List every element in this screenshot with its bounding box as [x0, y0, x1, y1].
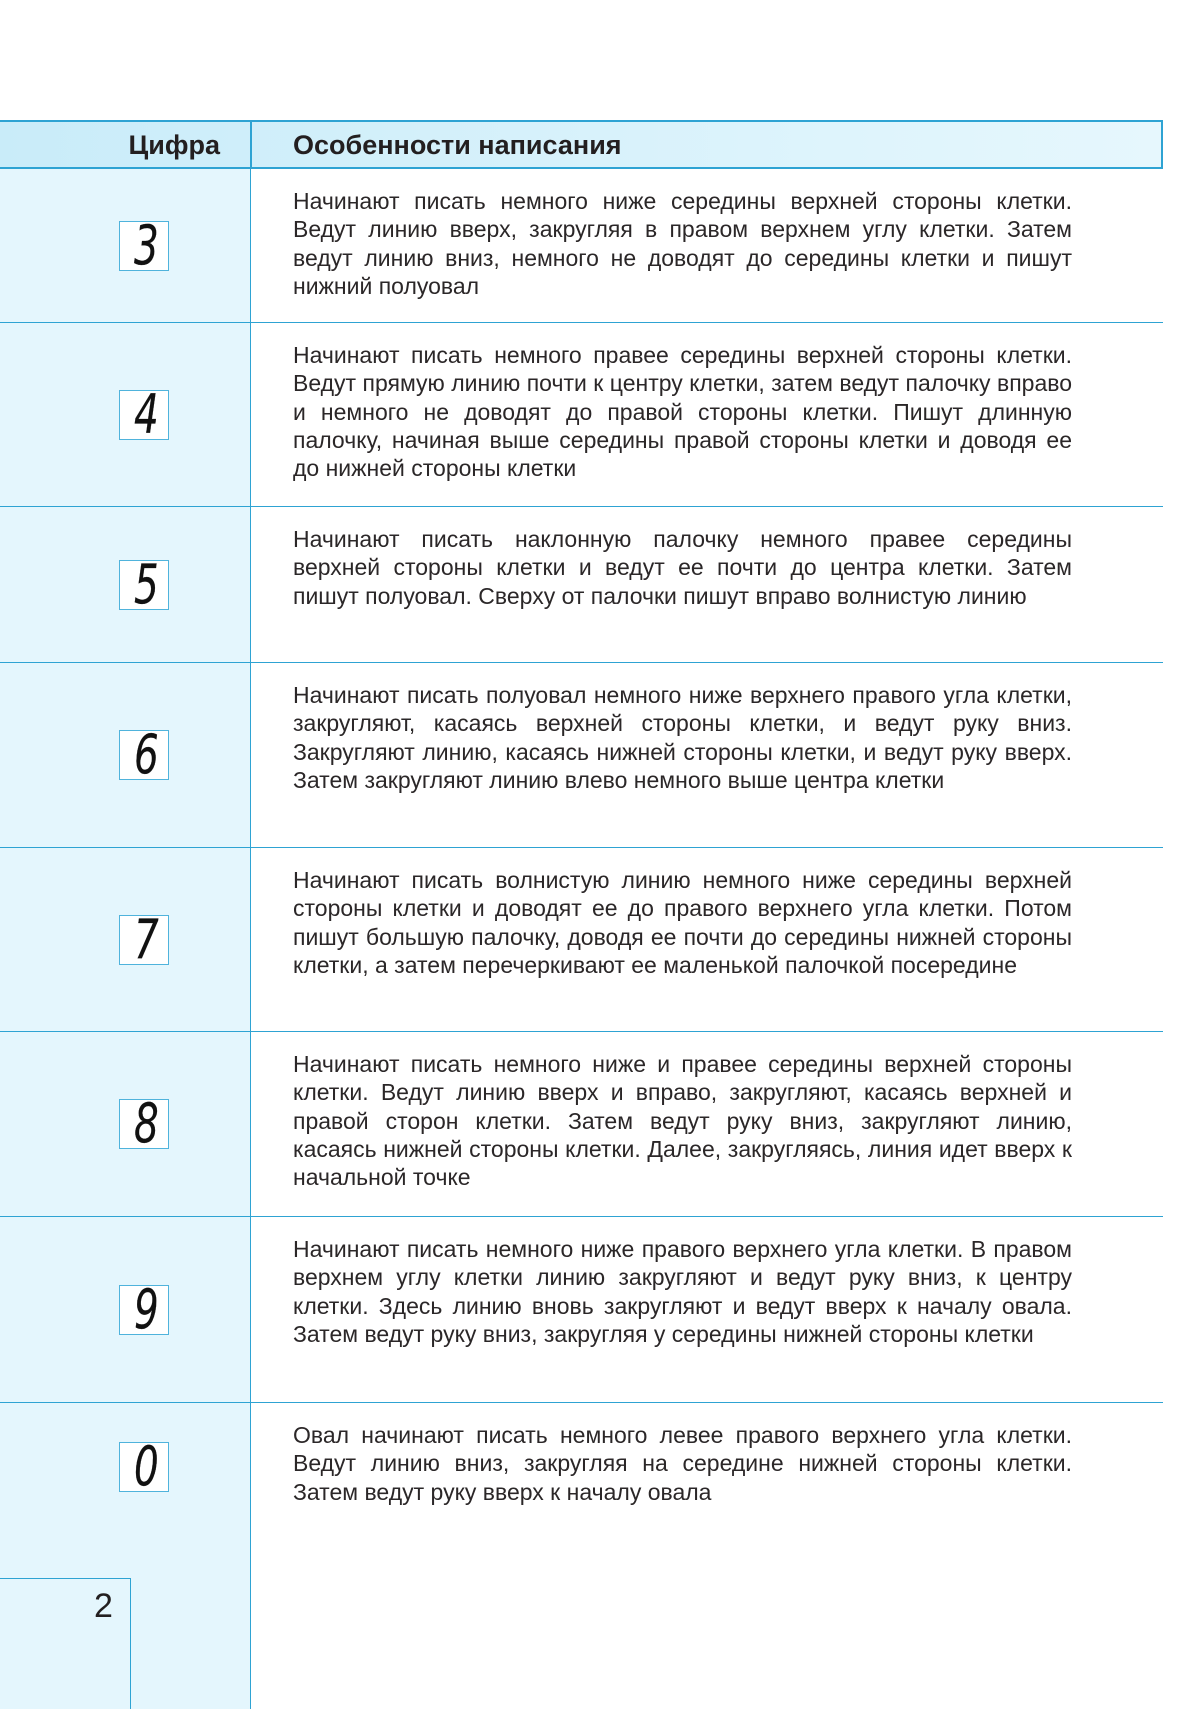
handwritten-digit: 8: [134, 1092, 159, 1155]
writing-description: Начинают писать волнистую линию немного ниже середины верхней стороны клетки и доводят ее до правого верхнего угла клетки. Потом пишут большую палочку, доводя ее почти до середины нижней стороны клетки, а затем перечеркивают ее маленькой палочкой посередине: [293, 867, 1072, 978]
digit-cell: [119, 552, 169, 616]
table-row: [0, 323, 1163, 507]
writing-description: Начинают писать полуовал немного ниже верхнего правого угла клетки, закругляют, касаясь верхней стороны клетки, и ведут руку вниз. Закругляют линию, касаясь нижней стороны клетки, и ведут руку вверх. Затем закругляют линию влево немного выше центра клетки: [293, 682, 1072, 793]
digit-cell: [119, 213, 169, 277]
digit-cell: [119, 723, 169, 786]
header-description: Особенности написания: [293, 130, 622, 160]
handwritten-digit: 5: [134, 552, 159, 616]
table-row: [0, 1403, 1163, 1531]
table-row: [0, 169, 1163, 323]
table-row: [0, 848, 1163, 1032]
writing-description: Начинают писать немного ниже середины верхней стороны клетки. Ведут линию вверх, закругляя в правом верхнем углу клетки. Затем ведут линию вниз, немного не доводят до середины клетки и пишут нижний полуовал: [293, 188, 1072, 299]
handwritten-digit: 3: [134, 213, 159, 277]
page-number: 2: [94, 1587, 113, 1625]
writing-description: Овал начинают писать немного левее правого верхнего угла клетки. Ведут линию вниз, закругляя на середине нижней стороны клетки. Затем ведут руку вверх к началу овала: [293, 1422, 1072, 1505]
writing-description: Начинают писать наклонную палочку немного правее середины верхней стороны клетки и ведут ее почти до центра клетки. Затем пишут полуовал. Сверху от палочки пишут вправо волнистую линию: [293, 526, 1072, 609]
header-divider: [250, 122, 252, 167]
handwritten-digit: 6: [134, 723, 159, 786]
handwritten-digit: 4: [134, 382, 159, 446]
writing-description: Начинают писать немного правее середины верхней стороны клетки. Ведут прямую линию почти к центру клетки, затем ведут палочку вправо и немного не доводят до правой стороны клетки. Пишут длинную палочку, начиная выше середины правой стороны клетки и доводя ее до нижней стороны клетки: [293, 342, 1072, 482]
table-row: [0, 507, 1163, 663]
digit-cell: [119, 907, 169, 971]
handwritten-digit: 7: [134, 907, 159, 971]
digit-cell: [119, 382, 169, 446]
digit-cell: [119, 1092, 169, 1155]
table-row: [0, 663, 1163, 848]
writing-description: Начинают писать немного ниже правого верхнего угла клетки. В правом верхнем углу клетки линию закругляют и ведут руку вниз, к центру клетки. Здесь линию вновь закругляют и ведут вверх к началу овала. Затем ведут руку вниз, закругляя у середины нижней стороны клетки: [293, 1236, 1072, 1347]
table-header: [0, 120, 1163, 169]
writing-description: Начинают писать немного ниже и правее середины верхней стороны клетки. Ведут линию вверх и вправо, закругляют, касаясь верхней и правой сторон клетки. Затем ведут руку вниз, закругляют линию, касаясь нижней стороны клетки. Далее, закругляясь, линия идет вверх к начальной точке: [293, 1051, 1072, 1191]
digit-cell: [119, 1435, 169, 1498]
page-number-box: [0, 1578, 131, 1709]
handwritten-digit: 0: [134, 1435, 159, 1498]
handwritten-digit: 9: [134, 1277, 159, 1341]
digit-cell: [119, 1277, 169, 1341]
table-row: [0, 1217, 1163, 1403]
header-digit: Цифра: [128, 130, 220, 160]
table-row: [0, 1032, 1163, 1217]
